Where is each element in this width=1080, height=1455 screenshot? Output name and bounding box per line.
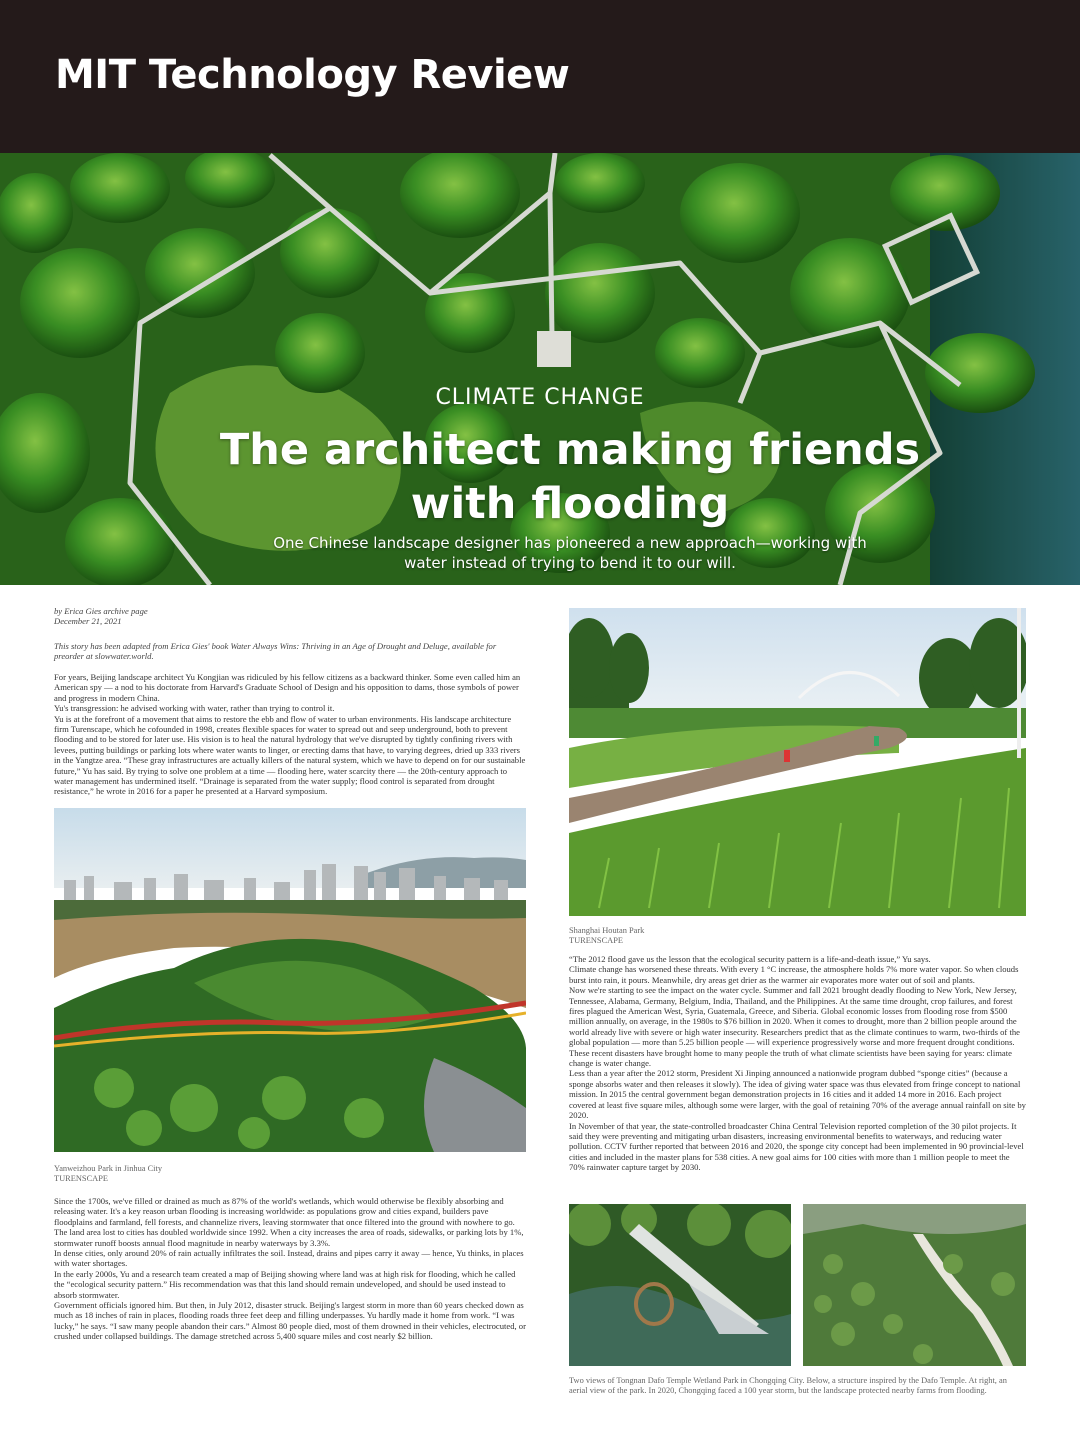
photo-yanweizhou-park	[54, 808, 526, 1152]
paragraph: Since the 1700s, we've filled or drained as much as 87% of the world's wetlands, which would otherwise be flexibly absorbing and releasing water. It's a key reason urban flooding is increasing worldwide: as populations grow and cities expand, builders pave floodplains and farmland, fell forests, and channelize rivers, leaving stormwater that once filtered into the ground with nowhere to go. The land area lost to cities has doubled worldwide since 1992. When a city increases the area of roads, sidewalks, or parking lots by 1%, stormwater runoff boosts annual flood magnitude in nearby waterways by 3.3%.	[54, 1196, 524, 1248]
caption-yanweizhou	[54, 1164, 528, 1184]
paragraph: Yu's transgression: he advised working with water, rather than trying to control it.	[54, 703, 335, 714]
masthead	[0, 0, 1080, 153]
paragraph: Climate change has worsened these threats. With every 1 °C increase, the atmosphere holds 7% more water vapor. So when clouds burst into rain, it pours. Meanwhile, dry areas get drier as the warmer air evaporates more water out of soil and plants.	[569, 964, 1019, 985]
column-left-bottom	[54, 1196, 528, 1342]
paragraph: Yu is at the forefront of a movement that aims to restore the ebb and flow of water to urban environments. His landscape architecture firm Turenscape, which he cofounded in 1998, creates flexible spaces for water to spread out and seep underground, both to prevent flooding and to be stored for later use. His vision is to heal the natural hydrology that we've disrupted by tightly confining rivers with levees, putting buildings or parking lots where water wants to linger, or erecting dams that have, to varying degrees, dried up 333 rivers in the Yangtze area. “These gray infrastructures are actually killers of the natural system, which we have to depend on for our sustainable future,” Yu has said. By trying to solve one problem at a time — flooding here, water scarcity there — the 20th-century approach to water management has undermined itself. “Drainage is separated from the water supply; flood control is separated from drought resistance,” he wrote in 2016 for a paper he presented at a Harvard symposium.	[54, 713, 526, 797]
byline	[54, 606, 148, 626]
publish-date: December 21, 2021	[54, 616, 122, 626]
paragraph: Government officials ignored him. But then, in July 2012, disaster struck. Beijing's largest storm in more than 60 years checked down as much as 18 inches of rain in places, flooding roads three feet deep and filling underpasses. Yu hardly made it home from work. “I was lucky,” he says. “I saw many people abandon their cars.” Almost 80 people died, most of them drowned in their vehicles, electrocuted, or crushed under collapsed buildings. The damage stretched across 5,400 square miles and cost nearly $2 billion.	[54, 1300, 526, 1342]
caption-dafo: Two views of Tongnan Dafo Temple Wetland Park in Chongqing City. Below, a structure inspired by the Dafo Temple. At right, an aerial view of the park. In 2020, Chongqing faced a 100 year storm, but the landscape protected nearby farms from flooding.	[569, 1376, 1007, 1395]
photo-dafo-aerial	[803, 1204, 1026, 1366]
hero-kicker[interactable]: CLIMATE CHANGE	[435, 385, 645, 410]
brand-logo[interactable]: MIT Technology Review	[55, 52, 570, 98]
paragraph: In dense cities, only around 20% of rain actually infiltrates the soil. Instead, drains and pipes carry it away — hence, Yu thinks, in places with water shortages.	[54, 1248, 524, 1269]
paragraph: In the early 2000s, Yu and a research team created a map of Beijing showing where land was at high risk for flooding, which he called the “ecological security pattern.” His recommendation was that this land should remain undeveloped, and should be used instead to absorb stormwater.	[54, 1268, 516, 1300]
article-title: The architect making friends with flooding	[219, 425, 921, 529]
caption-credit: TURENSCAPE	[569, 936, 623, 945]
paragraph: Less than a year after the 2012 storm, President Xi Jinping announced a nationwide program dubbed “sponge cities” (because a sponge absorbs water and then releases it slowly). The idea of giving water space was thus elevated from fringe concept to national mission. In 2015 the central government began demonstration projects in 16 cities and it added 14 more in 2016. Each project covered at least five square miles, although some were larger, with the goal of retaining 70% of the average annual rainfall on site by 2020.	[569, 1068, 1026, 1121]
caption-title: Shanghai Houtan Park	[569, 926, 645, 935]
author-line[interactable]: by Erica Gies archive page	[54, 606, 148, 616]
article-dek: One Chinese landscape designer has pioneered a new approach—working with water instead of trying to bend it to our will.	[273, 534, 867, 572]
caption-houtan	[569, 926, 1026, 946]
adaptation-note: This story has been adapted from Erica Gies' book Water Always Wins: Thriving in an Age of Drought and Deluge, available for preorder at slowwater.world.	[54, 641, 497, 662]
column-left-top	[54, 672, 528, 797]
paragraph: “The 2012 flood gave us the lesson that the ecological security pattern is a life-and-death issue,” Yu says.	[569, 954, 931, 964]
photo-houtan-park	[569, 608, 1026, 916]
photo-dafo-structure	[569, 1204, 791, 1366]
column-right	[569, 954, 1026, 1173]
paragraph: Now we're starting to see the impact on the water cycle. Summer and fall 2021 brought deadly flooding to New York, New Jersey, Tennessee, Alabama, Germany, Belgium, India, Thailand, and the Philippines. At the same time drought, crop failures, and forest fires plagued the American West, Syria, Guatemala, Greece, and Siberia. Global economic losses from flooding rose from $500 million annually, on average, in the 1980s to $76 billion in 2020. When it comes to drought, more than 2 billion people around the world already live with severe or high water insecurity. Researchers predict that as the climate continues to warm, two-thirds of the global population — more than 5.25 billion people — will experience progressively worse and more frequent drought conditions.	[569, 985, 1020, 1048]
paragraph: In November of that year, the state-controlled broadcaster China Central Television reported completion of the 30 pilot projects. It said they were preventing and mitigating urban disasters, increasing environmental benefits to waterways, and reducing water pollution. CCTV further reported that between 2016 and 2020, the sponge city concept had been implemented in 90 provincial-level cities and included in the master plans for 538 cities. A new goal aims for 100 cities with more than 1 million people to meet the 70% rainwater capture target by 2030.	[569, 1120, 1024, 1173]
caption-credit: TURENSCAPE	[54, 1174, 108, 1183]
caption-title: Yanweizhou Park in Jinhua City	[54, 1164, 163, 1173]
paragraph: For years, Beijing landscape architect Yu Kongjian was ridiculed by his fellow citizens as a backward thinker. Some even called him an American spy — a nod to his doctorate from Harvard's Graduate School of Design and his opposition to dams, those symbols of power and progress in modern China.	[54, 672, 521, 703]
hero-banner	[0, 153, 1080, 585]
paragraph: These recent disasters have brought home to many people the truth of what climate scientists have been saying for years: climate change is water change.	[569, 1047, 1012, 1069]
